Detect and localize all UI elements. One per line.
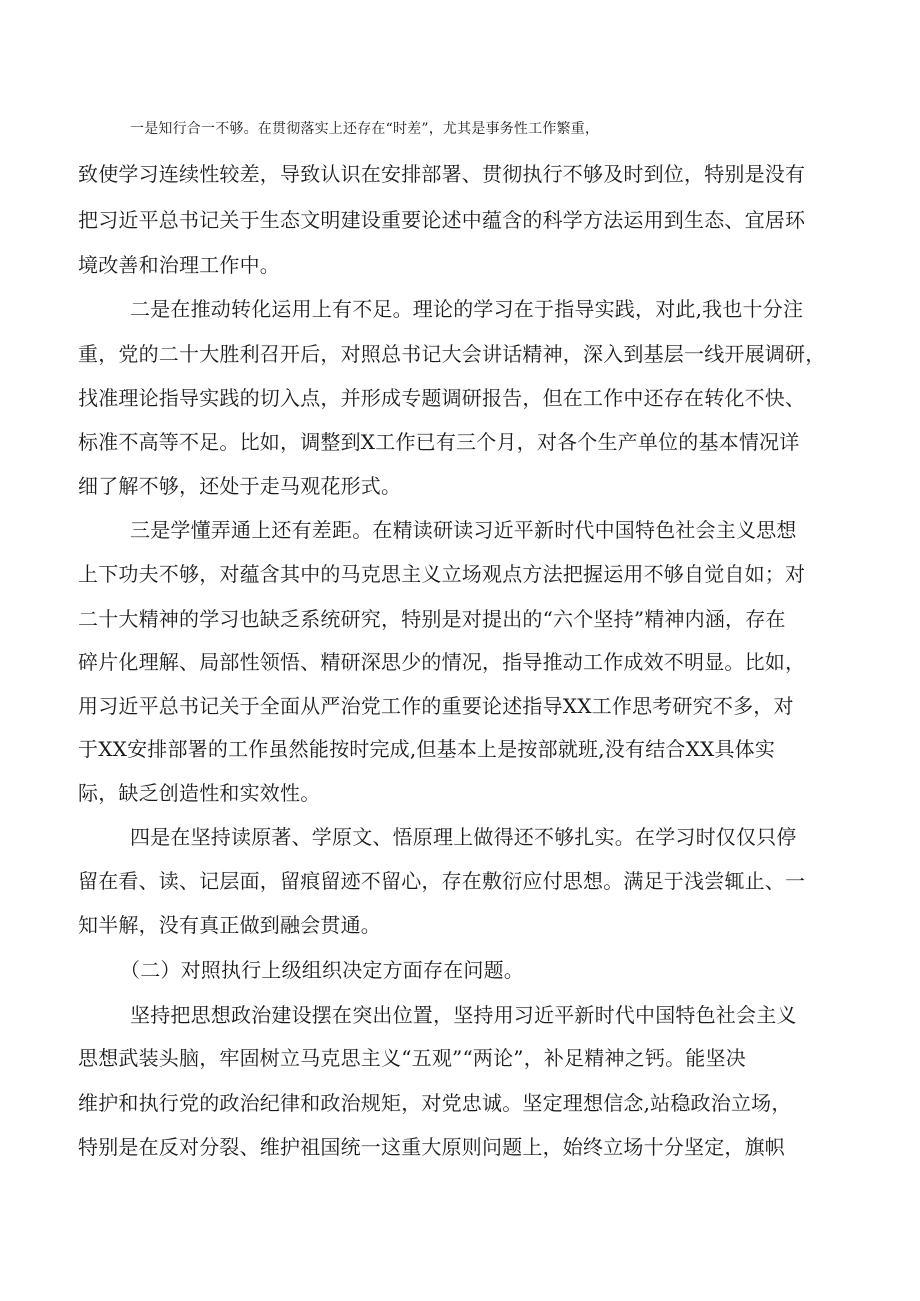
paragraph-1-line-4: 境改善和治理工作中。 <box>78 253 280 277</box>
paragraph-6-line-4: 特别是在反对分裂、维护祖国统一这重大原则问题上，始终立场十分坚定，旗帜 <box>78 1135 785 1159</box>
paragraph-3-line-4: 碎片化理解、局部性领悟、精研深思少的情况，指导推动工作成效不明显。比如， <box>78 650 806 674</box>
paragraph-4-line-1: 四是在坚持读原著、学原文、悟原理上做得还不够扎实。在学习时仅仅只停 <box>130 825 797 849</box>
paragraph-3-line-2: 上下功夫不够，对蕴含其中的马克思主义立场观点方法把握运用不够自觉自如；对 <box>78 562 806 586</box>
paragraph-2-line-2: 重，党的二十大胜利召开后，对照总书记大会讲话精神，深入到基层一线开展调研， <box>78 342 826 366</box>
paragraph-1-line-1: 一是知行合一不够。在贯彻落实上还存在“时差”，尤其是事务性工作繁重， <box>130 121 600 137</box>
paragraph-6-line-1: 坚持把思想政治建设摆在突出位置，坚持用习近平新时代中国特色社会主义 <box>130 1003 797 1027</box>
paragraph-2-line-3: 找准理论指导实践的切入点，并形成专题调研报告，但在工作中还存在转化不快、 <box>78 386 806 410</box>
paragraph-3-line-5: 用习近平总书记关于全面从严治党工作的重要论述指导XX工作思考研究不多，对 <box>78 694 794 718</box>
paragraph-2-line-1: 二是在推动转化运用上有不足。理论的学习在于指导实践，对此,我也十分注 <box>130 297 804 321</box>
paragraph-3-line-6: 于XX安排部署的工作虽然能按时完成,但基本上是按部就班,没有结合XX具体实 <box>78 737 776 761</box>
paragraph-3-line-3: 二十大精神的学习也缺乏系统研究，特别是对提出的“六个坚持”精神内涵，存在 <box>78 607 786 631</box>
paragraph-6-line-3: 维护和执行党的政治纪律和政治规矩，对党忠诚。坚定理想信念,站稳政治立场， <box>78 1091 792 1115</box>
paragraph-4-line-2: 留在看、读、记层面，留痕留迹不留心，存在敷衍应付思想。满足于浅尝辄止、一 <box>78 869 806 893</box>
section-heading: （二）对照执行上级组织决定方面存在问题。 <box>120 958 524 982</box>
paragraph-1-line-3: 把习近平总书记关于生态文明建设重要论述中蕴含的科学方法运用到生态、宜居环 <box>78 208 806 232</box>
paragraph-6-line-2: 思想武装头脑，牢固树立马克思主义“五观”“两论”，补足精神之钙。能坚决 <box>78 1046 746 1070</box>
paragraph-2-line-5: 细了解不够，还处于走马观花形式。 <box>78 474 402 498</box>
paragraph-3-line-7: 际，缺乏创造性和实效性。 <box>78 781 321 805</box>
paragraph-4-line-3: 知半解，没有真正做到融会贯通。 <box>78 913 381 937</box>
paragraph-1-line-2: 致使学习连续性较差，导致认识在安排部署、贯彻执行不够及时到位，特别是没有 <box>78 162 806 186</box>
paragraph-3-line-1: 三是学懂弄通上还有差距。在精读研读习近平新时代中国特色社会主义思想 <box>130 518 797 542</box>
paragraph-2-line-4: 标准不高等不足。比如，调整到X工作已有三个月，对各个生产单位的基本情况详 <box>78 430 800 454</box>
